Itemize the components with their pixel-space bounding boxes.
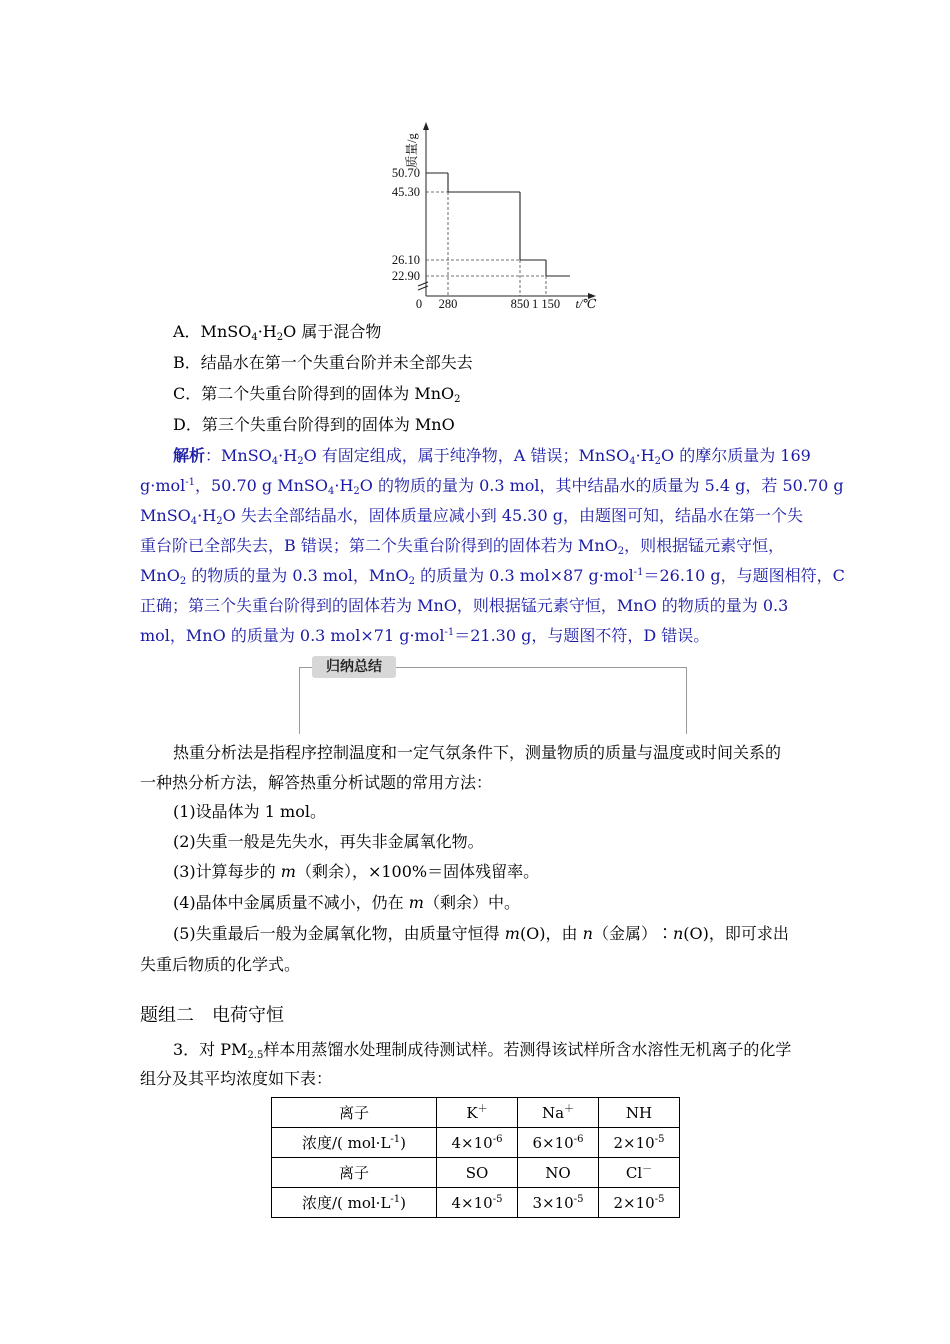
analysis-label: 解析 bbox=[173, 446, 206, 465]
table-cell: $4\times 10^{-6}$ bbox=[437, 1128, 518, 1158]
y-tick-label: 50.70 bbox=[391, 166, 420, 180]
thermogravimetric-chart bbox=[370, 112, 610, 312]
summary-item-5-cont: 失重后物质的化学式。 bbox=[140, 955, 301, 974]
summary-item-2: (2)失重一般是先失水，再失非金属氧化物。 bbox=[173, 832, 484, 851]
analysis-line-2: g·mol$^{-1}$，50.70 g $MnSO_4\cdot H_2O$ 的物质的量为 0.3 mol，其中结晶水的质量为 5.4 g，若 50.70 g bbox=[140, 476, 844, 497]
table-cell: $2\times 10^{-5}$ bbox=[599, 1188, 680, 1218]
table-row bbox=[272, 1188, 680, 1218]
option-d: D．第三个失重台阶得到的固体为 MnO bbox=[173, 415, 455, 434]
x-tick-label: 850 bbox=[510, 297, 530, 311]
analysis-line-3: $MnSO_4\cdot H_2O$ 失去全部结晶水，固体质量应减小到 45.30 g，由题图可知，结晶水在第一个失 bbox=[140, 506, 803, 527]
x-tick-label: 280 bbox=[438, 297, 458, 311]
option-a: A．$MnSO_4\cdot H_2O$ 属于混合物 bbox=[173, 322, 382, 343]
table-cell: NO bbox=[518, 1158, 599, 1188]
y-axis-arrow bbox=[423, 122, 429, 130]
y-tick-label: 45.30 bbox=[391, 185, 420, 199]
table-cell: 浓度/( $mol\cdot L^{-1}$) bbox=[272, 1188, 437, 1218]
ion-concentration-table bbox=[271, 1097, 680, 1218]
y-tick-label: 22.90 bbox=[391, 269, 420, 283]
analysis-line-6: 正确；第三个失重台阶得到的固体若为 MnO，则根据锰元素守恒，MnO 的物质的量为 0.3 bbox=[140, 596, 789, 615]
summary-tab: 归纳总结 bbox=[312, 656, 396, 678]
table-cell: $3\times 10^{-5}$ bbox=[518, 1188, 599, 1218]
table-row bbox=[272, 1098, 680, 1128]
summary-item-4: (4)晶体中金属质量不减小，仍在 m（剩余）中。 bbox=[173, 893, 520, 912]
summary-intro-1: 热重分析法是指程序控制温度和一定气氛条件下，测量物质的质量与温度或时间关系的 bbox=[173, 743, 782, 762]
table-cell: 离子 bbox=[272, 1098, 437, 1128]
option-b: B．结晶水在第一个失重台阶并未全部失去 bbox=[173, 353, 473, 372]
table-row bbox=[272, 1158, 680, 1188]
y-axis-label: 质量/g bbox=[405, 133, 419, 168]
table-cell: Na＋ bbox=[518, 1098, 599, 1128]
x-axis-label: t/℃ bbox=[575, 297, 597, 311]
table-cell: 离子 bbox=[272, 1158, 437, 1188]
option-c: C．第二个失重台阶得到的固体为 MnO$_2$ bbox=[173, 384, 461, 405]
x-tick-label: 0 bbox=[415, 297, 423, 311]
section-heading: 题组二 电荷守恒 bbox=[140, 1005, 284, 1026]
analysis-line-5: MnO$_2$ 的物质的量为 0.3 mol，MnO$_2$ 的质量为 0.3 mol×87 g·mol$^{-1}$＝26.10 g，与题图相符，C bbox=[140, 566, 845, 587]
analysis-line-1: 解析：$MnSO_4\cdot H_2O$ 有固定组成，属于纯净物，A 错误；$MnSO_4\cdot H_2O$ 的摩尔质量为 169 bbox=[173, 446, 811, 467]
table-cell: Cl－ bbox=[599, 1158, 680, 1188]
table-cell: K＋ bbox=[437, 1098, 518, 1128]
table-cell: NH bbox=[599, 1098, 680, 1128]
question-3-line-2: 组分及其平均浓度如下表： bbox=[140, 1069, 333, 1088]
summary-item-1: (1)设晶体为 1 mol。 bbox=[173, 802, 326, 821]
table-cell: $4\times 10^{-5}$ bbox=[437, 1188, 518, 1218]
table-row bbox=[272, 1128, 680, 1158]
summary-item-5: (5)失重最后一般为金属氧化物，由质量守恒得 m(O)，由 n（金属）∶n(O)，即可求出 bbox=[173, 924, 789, 943]
y-tick-label: 26.10 bbox=[391, 253, 420, 267]
x-tick-label: 1 150 bbox=[531, 297, 561, 311]
summary-intro-2: 一种热分析方法，解答热重分析试题的常用方法： bbox=[140, 773, 493, 792]
question-3-line-1: 3．对 $PM_{2.5}$样本用蒸馏水处理制成待测试样。若测得该试样所含水溶性无机离子的化学 bbox=[173, 1040, 792, 1061]
table-cell: $2\times 10^{-5}$ bbox=[599, 1128, 680, 1158]
table-cell: SO bbox=[437, 1158, 518, 1188]
table-cell: $6\times 10^{-6}$ bbox=[518, 1128, 599, 1158]
analysis-line-4: 重台阶已全部失去，B 错误；第二个失重台阶得到的固体若为 MnO$_2$，则根据锰元素守恒， bbox=[140, 536, 785, 557]
table-cell: 浓度/( $mol\cdot L^{-1}$) bbox=[272, 1128, 437, 1158]
summary-item-3: (3)计算每步的 m（剩余），×100%＝固体残留率。 bbox=[173, 862, 540, 881]
analysis-line-7: mol，MnO 的质量为 0.3 mol×71 g·mol$^{-1}$＝21.30 g，与题图不符，D 错误。 bbox=[140, 626, 710, 645]
